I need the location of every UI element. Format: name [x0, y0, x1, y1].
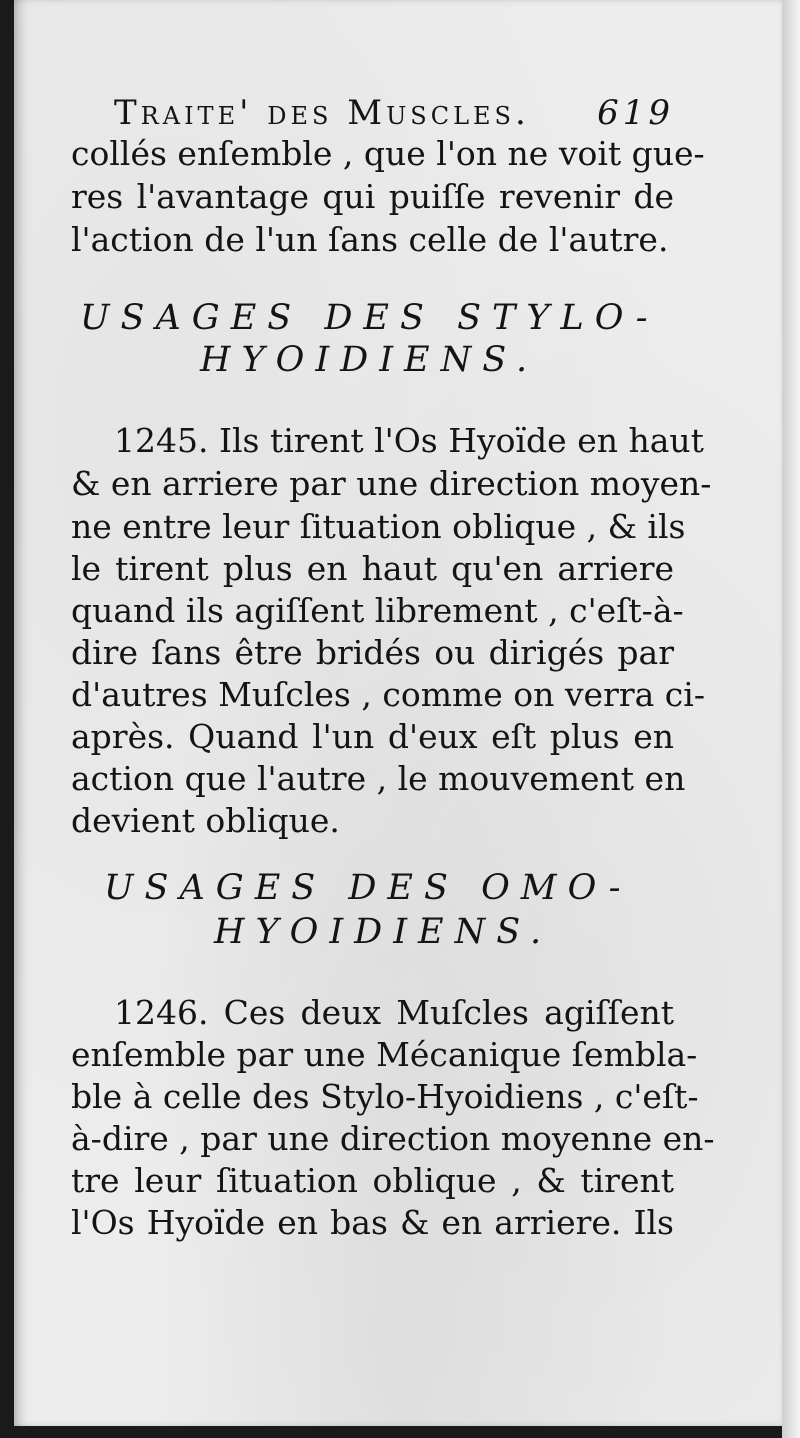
text-line: & en arriere par une direction moyen-: [71, 464, 712, 503]
text-line: collés enſemble , que l'on ne voit gue-: [71, 134, 705, 173]
text-line: d'autres Muſcles , comme on verra ci-: [71, 675, 705, 714]
page-edge: [782, 0, 800, 1438]
text-line: ble à celle des Stylo-Hyoidiens , c'eſt-: [71, 1077, 699, 1116]
book-page: [14, 0, 786, 1426]
text-line: l'action de l'un ſans celle de l'autre.: [71, 220, 669, 259]
text-line: ne entre leur ſituation oblique , & ils: [71, 507, 686, 546]
section-heading-line: HYOIDIENS.: [200, 340, 539, 380]
text-line: tre leur ſituation oblique , & tirent: [71, 1161, 674, 1200]
text-line: 1246. Ces deux Muſcles agiſſent: [114, 993, 674, 1032]
text-line: après. Quand l'un d'eux eſt plus en: [71, 717, 674, 756]
text-line: quand ils agiſſent librement , c'eſt-à-: [71, 591, 684, 630]
text-line: action que l'autre , le mouvement en: [71, 759, 686, 798]
section-heading-line: USAGES DES OMO-: [104, 868, 632, 908]
page-number: 619: [597, 93, 674, 133]
section-heading-line: HYOIDIENS.: [214, 912, 553, 952]
text-line: enſemble par une Mécanique ſembla-: [71, 1035, 698, 1074]
running-title: Traite' des Muscles.: [114, 93, 530, 133]
section-heading-line: USAGES DES STYLO-: [80, 298, 659, 338]
text-line: 1245. Ils tirent l'Os Hyoïde en haut: [114, 421, 704, 460]
text-line: devient oblique.: [71, 801, 340, 840]
text-line: à-dire , par une direction moyenne en-: [71, 1119, 715, 1158]
text-line: l'Os Hyoïde en bas & en arriere. Ils: [71, 1203, 674, 1242]
text-line: dire ſans être bridés ou dirigés par: [71, 633, 674, 672]
text-line: le tirent plus en haut qu'en arriere: [71, 549, 674, 588]
text-line: res l'avantage qui puiſſe revenir de: [71, 177, 674, 216]
